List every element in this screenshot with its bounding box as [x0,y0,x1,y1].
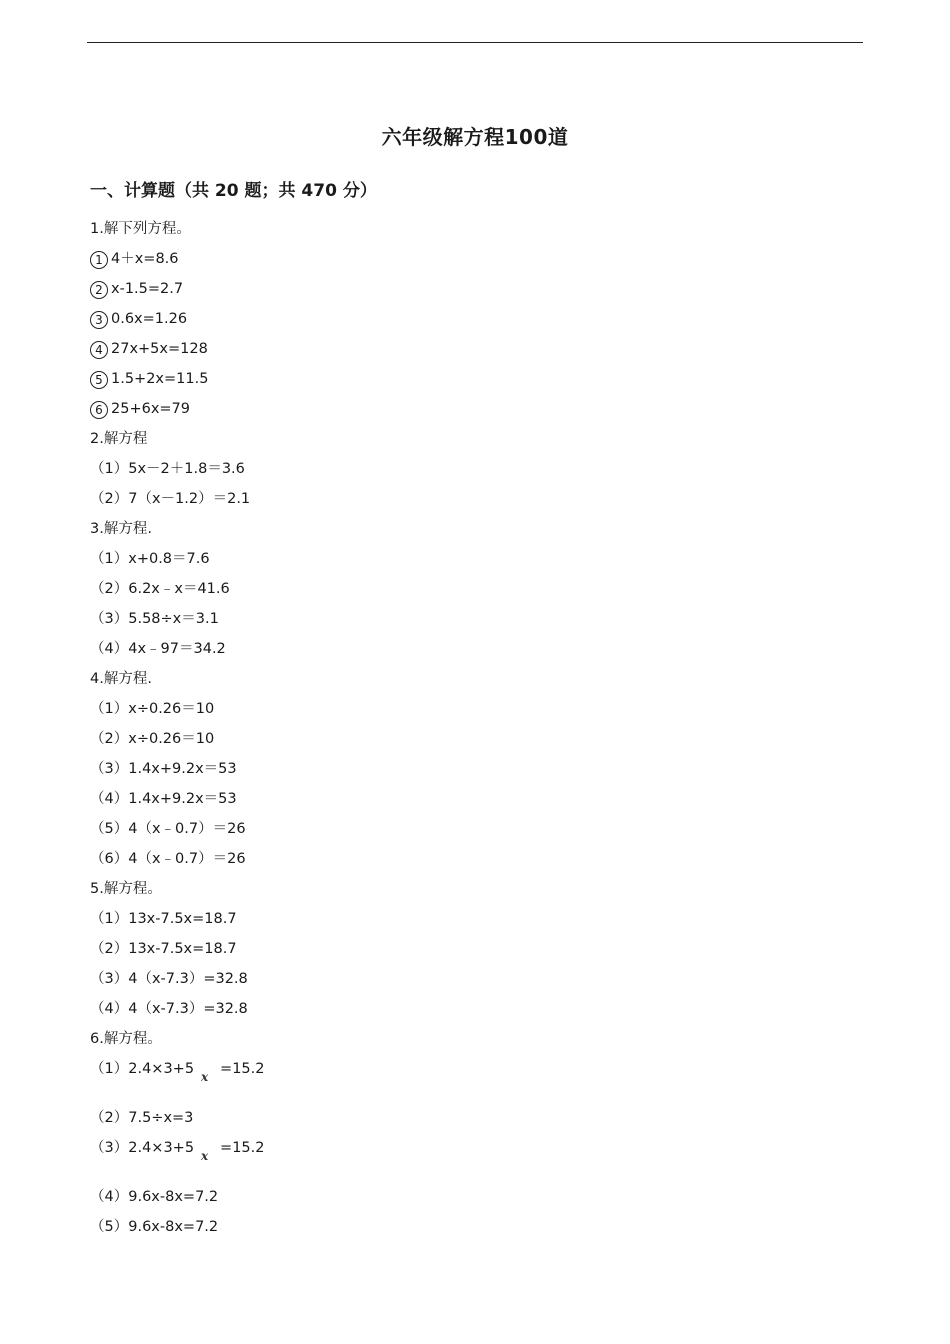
question-heading: 1.解下列方程。 [90,221,191,237]
equation-text: 7（x－1.2）＝2.1 [128,491,251,507]
equation-text: 4（x﹣0.7）＝26 [128,851,246,867]
equation-text: x-1.5=2.7 [111,281,184,297]
equation-text: 9.6x-8x=7.2 [128,1219,219,1235]
equation-text: 4（x﹣0.7）＝26 [128,821,246,837]
equation-text: 4＋x=8.6 [111,251,179,267]
equation-item [90,336,870,366]
equation-text-after: =15.2 [220,1061,265,1077]
equation-item [90,606,870,636]
equation-text: x+0.8＝7.6 [128,551,210,567]
item-label: （2） [90,581,129,597]
circled-number: 2 [90,281,108,299]
equation-text: 2.4×3+5 [128,1061,195,1077]
circled-number: 6 [90,401,108,419]
equation-item [90,966,870,996]
item-label: （1） [90,701,129,717]
equation-text-after: =15.2 [220,1140,265,1156]
item-label: （4） [90,1001,129,1017]
equation-text: 6.2x﹣x＝41.6 [128,581,230,597]
equation-item [90,576,870,606]
item-label: （2） [90,491,129,507]
item-label: （4） [90,1189,129,1205]
item-label: （1） [90,911,129,927]
header-rule [87,42,863,43]
question-heading: 6.解方程。 [90,1031,162,1047]
equation-item [90,276,870,306]
equation-item [90,786,870,816]
equation-item [90,696,870,726]
item-label: （4） [90,791,129,807]
question-heading: 4.解方程. [90,671,152,687]
equation-item [90,1135,870,1184]
equation-text: 9.6x-8x=7.2 [128,1189,219,1205]
equation-item [90,726,870,756]
equation-text: 4x﹣97＝34.2 [128,641,226,657]
equation-text: 4（x-7.3）=32.8 [128,971,248,987]
variable-x-glyph: x [201,1070,209,1084]
equation-item [90,546,870,576]
circled-number: 3 [90,311,108,329]
page-title: 六年级解方程100道 [381,125,569,149]
equation-item [90,1214,870,1244]
equation-text: 27x+5x=128 [111,341,208,357]
equation-item [90,636,870,666]
equation-item [90,936,870,966]
equation-item [90,486,870,516]
equation-item [90,846,870,876]
equation-item [90,1056,870,1105]
equation-item [90,756,870,786]
equation-text: 1.4x+9.2x＝53 [128,791,237,807]
variable-x-image [194,1057,220,1084]
item-label: （3） [90,1140,129,1156]
item-label: （5） [90,1219,129,1235]
item-label: （3） [90,761,129,777]
question-heading: 2.解方程 [90,431,148,447]
item-label: （6） [90,851,129,867]
item-label: （3） [90,611,129,627]
equation-item [90,396,870,426]
equation-item [90,246,870,276]
equation-text: 5x－2＋1.8＝3.6 [128,461,245,477]
equation-item [90,906,870,936]
item-label: （4） [90,641,129,657]
item-label: （3） [90,971,129,987]
equation-item [90,306,870,336]
question-list [90,216,870,1244]
item-label: （2） [90,941,129,957]
item-label: （1） [90,1061,129,1077]
item-label: （2） [90,1110,129,1126]
question-heading: 5.解方程。 [90,881,162,897]
circled-number: 5 [90,371,108,389]
variable-x-glyph: x [201,1149,209,1163]
equation-item [90,366,870,396]
equation-item [90,456,870,486]
equation-text: 13x-7.5x=18.7 [128,941,237,957]
equation-text: 1.5+2x=11.5 [111,371,209,387]
equation-text: 25+6x=79 [111,401,191,417]
item-label: （2） [90,731,129,747]
equation-text: 0.6x=1.26 [111,311,188,327]
question-heading: 3.解方程. [90,521,152,537]
item-label: （5） [90,821,129,837]
equation-text: 4（x-7.3）=32.8 [128,1001,248,1017]
equation-text: 1.4x+9.2x＝53 [128,761,237,777]
equation-item [90,816,870,846]
equation-item [90,1105,870,1135]
equation-text: 13x-7.5x=18.7 [128,911,237,927]
item-label: （1） [90,551,129,567]
equation-text: x÷0.26＝10 [128,731,215,747]
equation-text: x÷0.26＝10 [128,701,215,717]
equation-text: 5.58÷x＝3.1 [128,611,219,627]
equation-text: 7.5÷x=3 [128,1110,194,1126]
equation-item [90,996,870,1026]
equation-text: 2.4×3+5 [128,1140,195,1156]
circled-number: 4 [90,341,108,359]
variable-x-image [194,1136,220,1163]
circled-number: 1 [90,251,108,269]
section-heading: 一、计算题（共 20 题；共 470 分） [90,181,377,201]
item-label: （1） [90,461,129,477]
equation-item [90,1184,870,1214]
